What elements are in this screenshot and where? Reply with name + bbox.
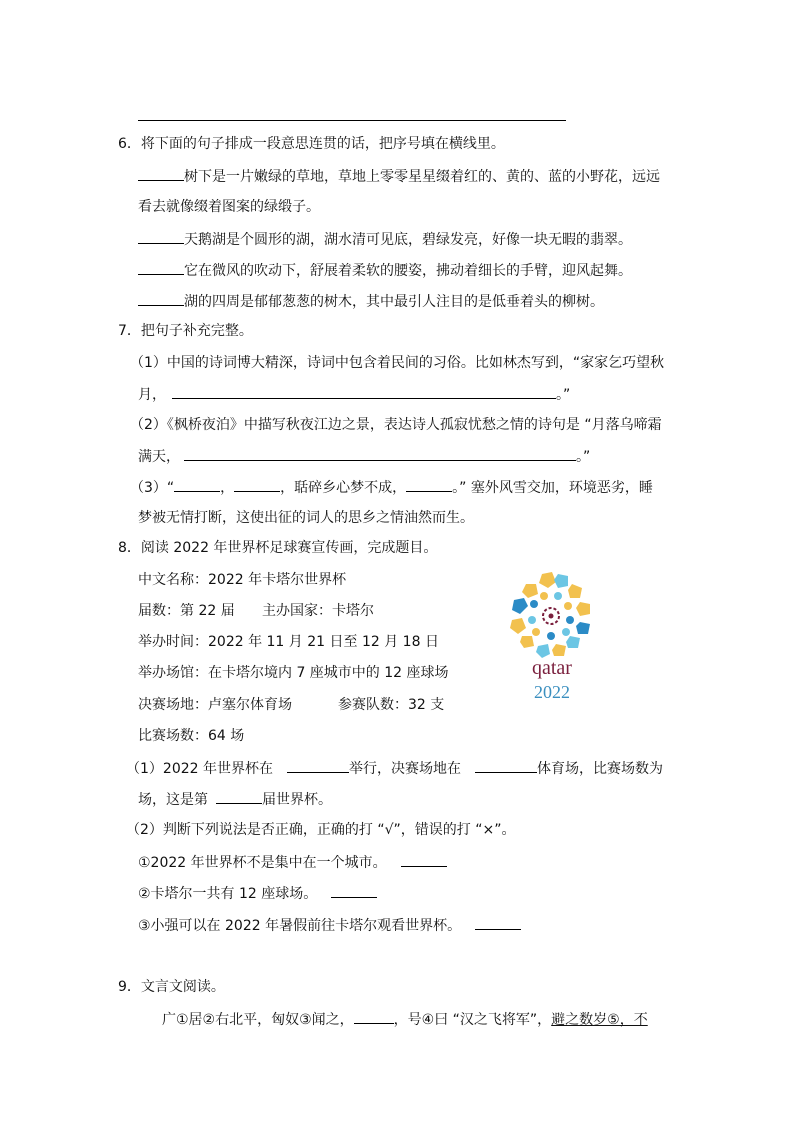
q9-title: 9．文言文阅读。 bbox=[118, 979, 225, 995]
q7-part1-cont bbox=[138, 385, 570, 403]
q7-title: 7．把句子补充完整。 bbox=[118, 323, 253, 339]
judge-3 bbox=[138, 916, 521, 934]
info-edition: 届数：第 22 届 bbox=[138, 603, 235, 619]
answer-blank[interactable] bbox=[354, 1010, 394, 1024]
info-matches: 比赛场数：64 场 bbox=[138, 728, 245, 744]
answer-blank[interactable] bbox=[475, 759, 537, 773]
text: ，聒碎乡心梦不成， bbox=[280, 480, 407, 496]
info-time: 举办时间：2022 年 11 月 21 日至 12 月 18 日 bbox=[138, 634, 439, 650]
sentence-text: 湖的四周是郁郁葱葱的树木，其中最引人注目的是低垂着头的柳树。 bbox=[184, 294, 604, 310]
text: 场，这是第 bbox=[138, 792, 208, 808]
q7-part2: （2）《枫桥夜泊》中描写秋夜江边之景，表达诗人孤寂忧愁之情的诗句是 “月落乌啼霜 bbox=[130, 417, 662, 433]
q6-sentence-3 bbox=[138, 261, 632, 279]
answer-blank[interactable] bbox=[138, 230, 184, 244]
answer-blank[interactable] bbox=[138, 261, 184, 275]
info-name: 中文名称：2022 年卡塔尔世界杯 bbox=[138, 572, 347, 588]
underlined-text: 避之数岁⑤，不 bbox=[551, 1012, 648, 1028]
q8-part2: （2）判断下列说法是否正确，正确的打 “√”，错误的打 “×”。 bbox=[126, 822, 516, 838]
info-final: 决赛场地：卢塞尔体育场 bbox=[138, 697, 292, 713]
answer-blank[interactable] bbox=[216, 790, 262, 804]
answer-blank[interactable] bbox=[138, 292, 184, 306]
answer-blank[interactable] bbox=[184, 447, 576, 461]
q6-sentence-2 bbox=[138, 230, 632, 248]
q6-sentence-4 bbox=[138, 292, 604, 310]
text: 月， bbox=[138, 387, 166, 403]
text: ③小强可以在 2022 年暑假前往卡塔尔观看世界杯。 bbox=[138, 918, 462, 934]
q6-title: 6．将下面的句子排成一段意思连贯的话，把序号填在横线里。 bbox=[118, 136, 505, 152]
text: （3）“ bbox=[130, 480, 175, 496]
text: 。” bbox=[576, 449, 591, 465]
info-venue: 举办场馆：在卡塔尔境内 7 座城市中的 12 座球场 bbox=[138, 665, 449, 681]
answer-blank[interactable] bbox=[287, 759, 349, 773]
answer-blank[interactable] bbox=[172, 385, 556, 399]
q7-part1: （1）中国的诗词博大精深，诗词中包含着民间的习俗。比如林杰写到，“家家乞巧望秋 bbox=[130, 355, 665, 371]
sentence-text: 天鹅湖是个圆形的湖，湖水清可见底，碧绿发亮，好像一块无暇的翡翠。 bbox=[184, 232, 632, 248]
q6-sentence-1 bbox=[138, 167, 660, 185]
text: （1）2022 年世界杯在 bbox=[126, 761, 273, 777]
answer-blank[interactable] bbox=[174, 478, 220, 492]
q7-part3-cont: 梦被无情打断，这使出征的词人的思乡之情油然而生。 bbox=[138, 510, 474, 526]
text: ，号④曰 “汉之飞将军”， bbox=[393, 1012, 552, 1028]
logo-word: qatar bbox=[532, 657, 572, 679]
info-teams: 参赛队数：32 支 bbox=[338, 697, 445, 713]
answer-line bbox=[138, 120, 566, 121]
qatar-2022-logo bbox=[508, 570, 596, 702]
q7-part2-cont bbox=[138, 447, 590, 465]
answer-blank[interactable] bbox=[475, 916, 521, 930]
text: 举行，决赛场地在 bbox=[349, 761, 461, 777]
answer-blank[interactable] bbox=[234, 478, 280, 492]
logo-year: 2022 bbox=[534, 682, 570, 702]
q8-part1 bbox=[126, 759, 663, 777]
judge-2 bbox=[138, 884, 377, 902]
text: 。” bbox=[556, 387, 571, 403]
sentence-text: 它在微风的吹动下，舒展着柔软的腰姿，拂动着细长的手臂，迎风起舞。 bbox=[184, 263, 632, 279]
text: 届世界杯。 bbox=[262, 792, 332, 808]
q9-passage bbox=[162, 1010, 648, 1028]
logo-emblem bbox=[510, 572, 590, 658]
q8-part1-cont bbox=[138, 790, 332, 808]
answer-blank[interactable] bbox=[401, 853, 447, 867]
text: ②卡塔尔一共有 12 座球场。 bbox=[138, 886, 318, 902]
text: 体育场，比赛场数为 bbox=[537, 761, 663, 777]
answer-blank[interactable] bbox=[406, 478, 452, 492]
answer-blank[interactable] bbox=[138, 167, 184, 181]
text: 满天， bbox=[138, 449, 180, 465]
q8-title: 8．阅读 2022 年世界杯足球赛宣传画，完成题目。 bbox=[118, 540, 438, 556]
text: ①2022 年世界杯不是集中在一个城市。 bbox=[138, 855, 387, 871]
info-host: 主办国家：卡塔尔 bbox=[262, 603, 374, 619]
text: ， bbox=[220, 480, 235, 496]
answer-blank[interactable] bbox=[331, 884, 377, 898]
text: 广①居②右北平，匈奴③闻之， bbox=[162, 1012, 354, 1028]
sentence-text: 树下是一片嫩绿的草地，草地上零零星星缀着红的、黄的、蓝的小野花，远远 bbox=[184, 169, 660, 185]
judge-1 bbox=[138, 853, 447, 871]
q7-part3 bbox=[130, 478, 653, 496]
text: 。” 塞外风雪交加，环境恶劣，睡 bbox=[452, 480, 653, 496]
q6-sentence-1-cont: 看去就像缀着图案的绿缎子。 bbox=[138, 199, 320, 215]
